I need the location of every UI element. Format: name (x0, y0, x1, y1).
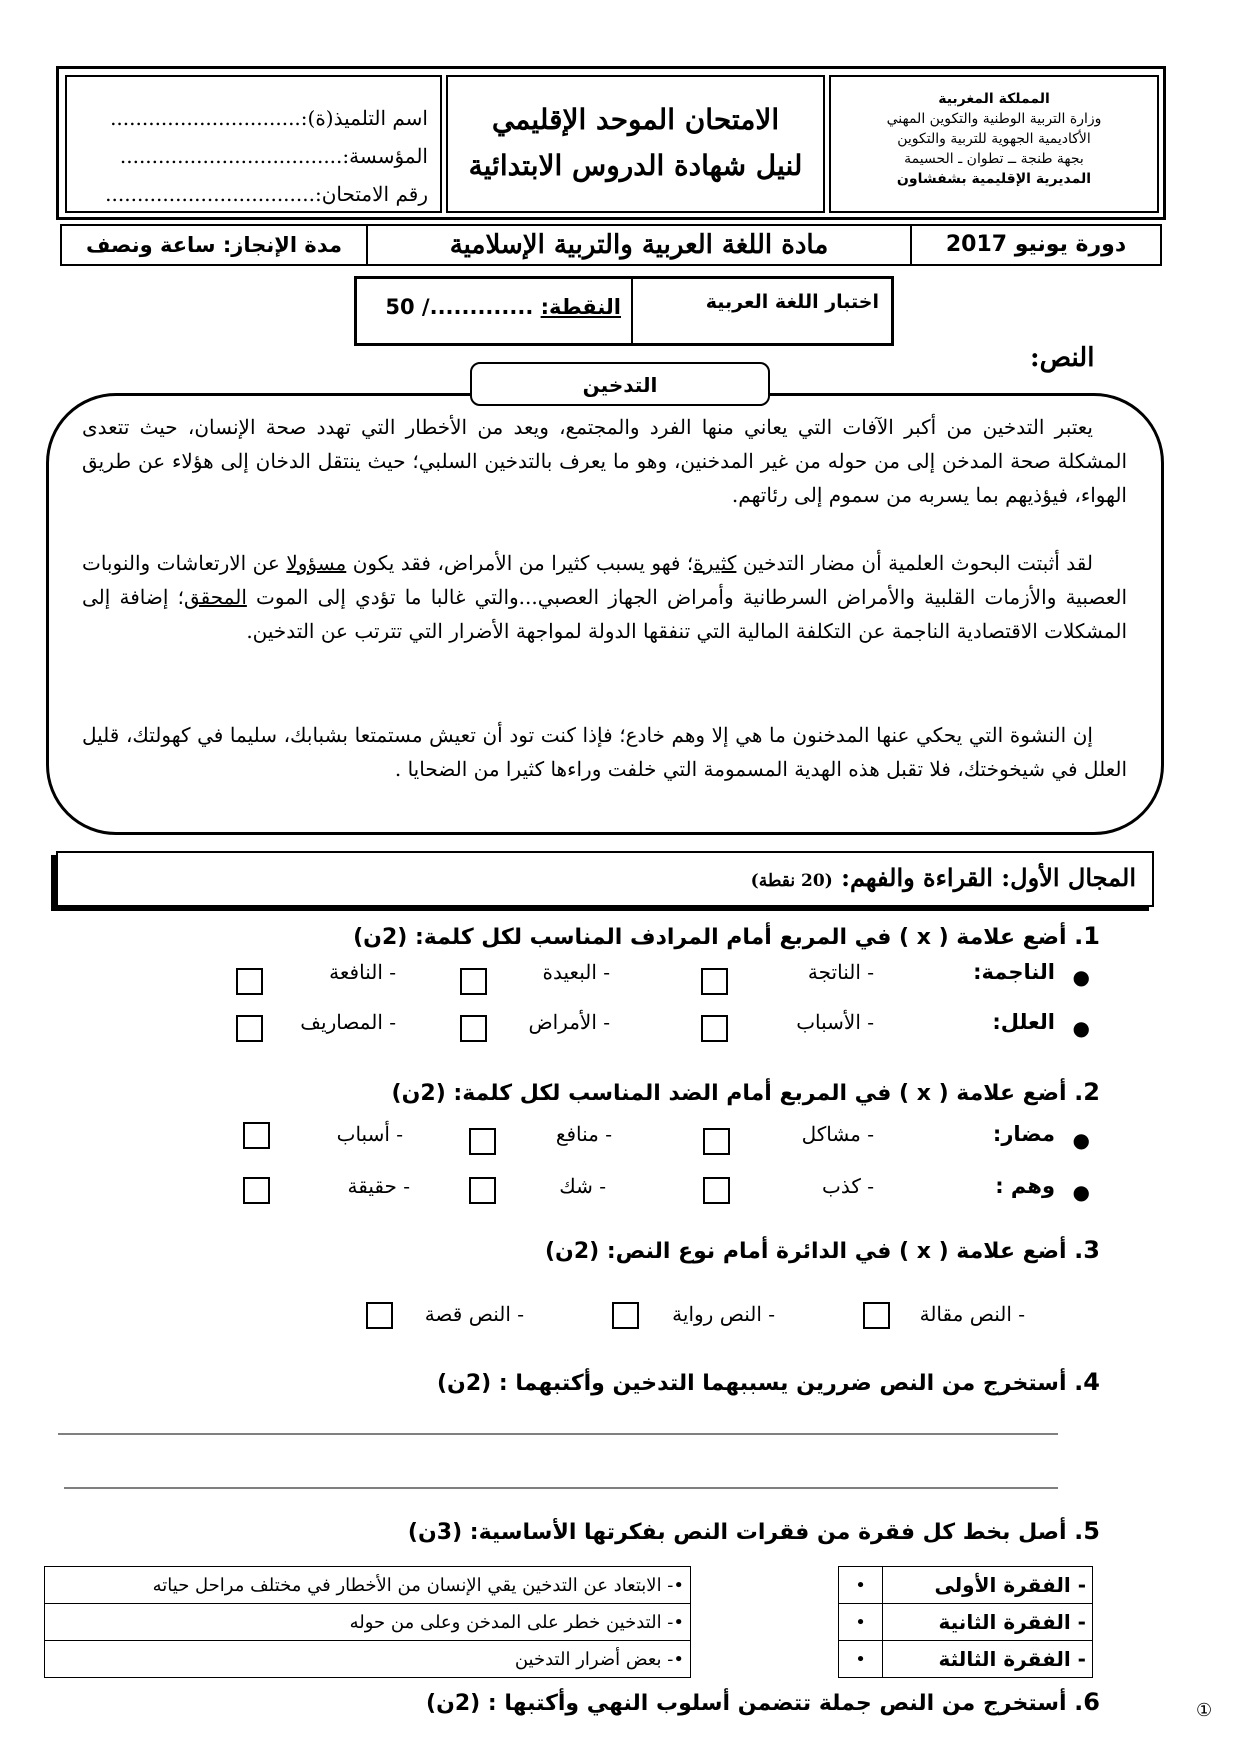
exam-info-bar (60, 224, 1162, 266)
question-text: أضع علامة ( x ) في المربع أمام الضد المناسب لكل كلمة: (2ن) (391, 1081, 1067, 1106)
section-header (56, 851, 1154, 907)
paragraph-label: - الفقرة الثالثة (883, 1641, 1093, 1678)
table-row (839, 1567, 1093, 1604)
option-label: - الأمراض (528, 1010, 610, 1034)
paragraph-label: - الفقرة الثانية (883, 1604, 1093, 1641)
test-name: اختبار اللغة العربية (631, 279, 891, 343)
question-2 (392, 1078, 1100, 1106)
ideas-table (44, 1566, 691, 1678)
table-row (839, 1604, 1093, 1641)
option-label: - أسباب (336, 1122, 403, 1146)
option-label: - النص قصة (424, 1302, 524, 1326)
student-info-block (65, 75, 442, 213)
option-label: - الناتجة (807, 960, 874, 984)
bullet-icon: ● (1072, 1128, 1090, 1152)
underlined-word: كثيرة (693, 551, 737, 575)
paragraph-1: يعتبر التدخين من أكبر الآفات التي يعاني منها الفرد والمجتمع، ويعد من الأخطار التي تهدد صحة الإنسان، حيث تتعدى المشكلة صحة المدخن إلى من حوله من غير المدخنين، وهو ما يعرف بالتدخين السلبي؛ حيث ينتقل الدخان إلى هؤلاء عن طريق الهواء، فيؤذيهم بما يسربه من سموم إلى رئاتهم. (82, 415, 1127, 507)
subject-label: مادة اللغة العربية والتربية الإسلامية (366, 226, 910, 264)
q2-word-2: وهم : (995, 1174, 1055, 1198)
question-number: 1. (1074, 922, 1100, 950)
region-line: بجهة طنجة ــ تطوان ـ الحسيمة (904, 151, 1084, 167)
question-number: 4. (1074, 1368, 1100, 1396)
exam-number-field[interactable]: رقم الامتحان:................................. (105, 182, 428, 206)
idea-option[interactable]: •- بعض أضرار التدخين (45, 1641, 691, 1678)
match-dot[interactable]: • (839, 1567, 883, 1604)
question-4 (437, 1368, 1100, 1396)
exam-title-line2: لنيل شهادة الدروس الابتدائية (468, 149, 803, 182)
question-text: أضع علامة ( x ) في المربع أمام المرادف المناسب لكل كلمة: (2ن) (353, 925, 1067, 950)
checkbox[interactable] (460, 968, 487, 995)
academy-line: الأكاديمية الجهوية للتربية والتكوين (897, 131, 1091, 147)
question-text: أصل بخط كل فقرة من فقرات النص بفكرتها الأساسية: (3ن) (407, 1520, 1067, 1545)
question-number: 3. (1074, 1236, 1100, 1264)
score-label: النقطة: (540, 295, 621, 319)
text-label: النص: (1030, 343, 1095, 373)
checkbox[interactable] (469, 1128, 496, 1155)
checkbox[interactable] (243, 1122, 270, 1149)
question-6 (426, 1688, 1100, 1716)
question-text: أستخرج من النص جملة تتضمن أسلوب النهي وأكتبها : (2ن) (426, 1691, 1067, 1716)
question-3 (545, 1236, 1100, 1264)
session-label: دورة يونيو 2017 (910, 226, 1160, 264)
option-label: - النص رواية (672, 1302, 775, 1326)
checkbox[interactable] (366, 1302, 393, 1329)
table-row (839, 1641, 1093, 1678)
option-label: - حقيقة (347, 1174, 410, 1198)
bullet-icon: ● (1072, 1016, 1090, 1040)
option-label: - المصاريف (300, 1010, 396, 1034)
option-label: - البعيدة (542, 960, 610, 984)
paragraph-3: إن النشوة التي يحكي عنها المدخنون ما هي إلا وهم خادع؛ فإذا كنت تود أن تعيش مستمتعا بشبابك، سليما في كهولتك، قليل العلل في شيخوختك، فلا تقبل هذه الهدية المسمومة التي خلفت وراءها كثيرا من الضحايا . (82, 723, 1127, 781)
checkbox[interactable] (469, 1177, 496, 1204)
question-text: أضع علامة ( x ) في الدائرة أمام نوع النص: (2ن) (544, 1239, 1067, 1264)
checkbox[interactable] (236, 1015, 263, 1042)
score-box (354, 276, 894, 346)
section-points: (20 نقطة) (750, 871, 833, 891)
option-label: - منافع (555, 1122, 612, 1146)
exam-title-line1: الامتحان الموحد الإقليمي (491, 103, 780, 136)
kingdom-line: المملكة المغربية (938, 91, 1050, 107)
question-1 (353, 922, 1100, 950)
answer-line[interactable] (64, 1487, 1058, 1489)
bullet-icon: ● (1072, 965, 1090, 989)
match-dot[interactable]: • (839, 1641, 883, 1678)
table-row (45, 1567, 691, 1604)
checkbox[interactable] (236, 968, 263, 995)
idea-option[interactable]: •- التدخين خطر على المدخن وعلى من حوله (45, 1604, 691, 1641)
checkbox[interactable] (701, 1015, 728, 1042)
paragraph-2: لقد أثبتت البحوث العلمية أن مضار التدخين كثيرة؛ فهو يسبب كثيرا من الأمراض، فقد يكون مسؤولا عن الارتعاشات والنوبات العصبية والأزمات القلبية والأمراض السرطانية وأمراض الجهاز العصبي...والتي غالبا ما تؤدي إلى الموت المحقق؛ إضافة إلى المشكلات الاقتصادية الناجمة عن التكلفة المالية التي تنفقها الدولة لمواجهة الأضرار التي تترتب عن التدخين. (82, 551, 1128, 643)
answer-line[interactable] (58, 1433, 1058, 1435)
ministry-block (829, 75, 1159, 213)
q1-word-2: العلل: (992, 1010, 1055, 1034)
option-label: - النافعة (329, 960, 396, 984)
underlined-word: مسؤولا (286, 551, 347, 575)
idea-option[interactable]: •- الابتعاد عن التدخين يقي الإنسان من الأخطار في مختلف مراحل حياته (45, 1567, 691, 1604)
ministry-line: وزارة التربية الوطنية والتكوين المهني (886, 111, 1102, 127)
checkbox[interactable] (863, 1302, 890, 1329)
section-title: المجال الأول: القراءة والفهم: (841, 863, 1136, 892)
checkbox[interactable] (612, 1302, 639, 1329)
student-name-field[interactable]: اسم التلميذ(ة):.............................. (110, 106, 428, 130)
option-label: - مشاكل (801, 1122, 874, 1146)
question-5 (408, 1517, 1100, 1545)
table-row (45, 1641, 691, 1678)
text-title: التدخين (470, 362, 770, 406)
institution-field[interactable]: المؤسسة:................................... (119, 144, 428, 168)
option-label: - شك (559, 1174, 606, 1198)
underlined-word: المحقق (183, 585, 247, 609)
exam-header (56, 66, 1166, 220)
match-dot[interactable]: • (839, 1604, 883, 1641)
bullet-icon: ● (1072, 1180, 1090, 1204)
paragraphs-table (838, 1566, 1093, 1678)
duration-label: مدة الإنجاز: ساعة ونصف (86, 233, 342, 257)
checkbox[interactable] (243, 1177, 270, 1204)
exam-title-block (446, 75, 825, 213)
q2-word-1: مضار: (992, 1122, 1055, 1146)
table-row (45, 1604, 691, 1641)
question-number: 5. (1074, 1517, 1100, 1545)
checkbox[interactable] (703, 1128, 730, 1155)
paragraph-label: - الفقرة الأولى (883, 1567, 1093, 1604)
option-label: - الأسباب (796, 1010, 874, 1034)
checkbox[interactable] (460, 1015, 487, 1042)
checkbox[interactable] (703, 1177, 730, 1204)
question-text: أستخرج من النص ضررين يسببهما التدخين وأكتبهما : (2ن) (437, 1371, 1067, 1396)
directorate-line: المديرية الإقليمية بشفشاون (896, 171, 1092, 187)
question-number: 2. (1074, 1078, 1100, 1106)
score-value: ............./ 50 (385, 295, 534, 319)
checkbox[interactable] (701, 968, 728, 995)
option-label: - النص مقالة (919, 1302, 1025, 1326)
q1-word-1: الناجمة: (973, 960, 1055, 984)
score-field[interactable] (357, 279, 631, 343)
page-number: ① (1196, 1700, 1213, 1721)
option-label: - كذب (822, 1174, 874, 1198)
question-number: 6. (1074, 1688, 1100, 1716)
